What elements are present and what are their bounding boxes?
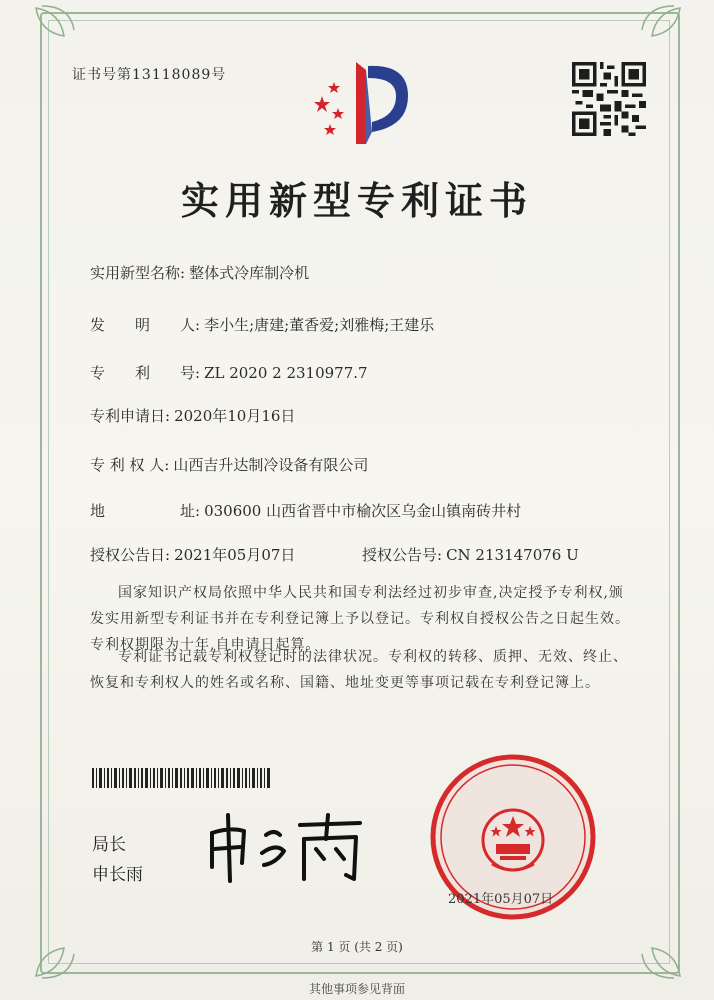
- patent-number-value: ZL 2020 2 2310977.7: [204, 364, 368, 382]
- footer-note: 其他事项参见背面: [308, 982, 405, 996]
- grant-number-value: CN 213147076 U: [446, 546, 579, 564]
- utility-name-label: 实用新型名称:: [90, 264, 186, 282]
- address-value: 030600 山西省晋中市榆次区乌金山镇南砖井村: [204, 502, 522, 520]
- director-title: 局长: [92, 835, 126, 855]
- barcode-icon: [92, 768, 272, 788]
- grant-date-row: [90, 544, 295, 565]
- application-date-label: 专利申请日:: [90, 407, 171, 425]
- qr-code-icon: [572, 62, 646, 136]
- grant-date-label: 授权公告日:: [90, 546, 171, 564]
- grant-date-value: 2021年05月07日: [174, 546, 296, 564]
- cnipa-logo-icon: [308, 52, 418, 148]
- inventor-value: 李小生;唐建;董香爱;刘雅梅;王建乐: [204, 316, 435, 334]
- director-name: 申长雨: [92, 865, 143, 885]
- patentee-label: 专 利 权 人:: [90, 456, 170, 474]
- legal-status-paragraph: 专利证书记载专利权登记时的法律状况。专利权的转移、质押、无效、终止、恢复和专利权人的姓名或名称、国籍、地址变更等事项记载在专利登记簿上。: [90, 649, 628, 691]
- handwritten-signature-icon: [200, 805, 370, 885]
- patentee-row: [90, 454, 368, 475]
- application-date-row: [90, 405, 295, 426]
- patent-number-label: 专 利 号:: [90, 364, 201, 382]
- utility-name-value: 整体式冷库制冷机: [189, 264, 310, 282]
- page-number: 第 1 页 (共 2 页): [311, 940, 403, 954]
- grant-number-row: [362, 544, 579, 565]
- patentee-value: 山西吉升达制冷设备有限公司: [173, 456, 369, 474]
- seal-date: 2021年05月07日: [448, 892, 554, 907]
- grant-number-label: 授权公告号:: [362, 546, 443, 564]
- certificate-title: 实用新型专利证书: [180, 178, 533, 223]
- patent-number-row: [90, 362, 368, 383]
- grant-statement-paragraph: 国家知识产权局依照中华人民共和国专利法经过初步审查,决定授予专利权,颁发实用新型专利证书并在专利登记簿上予以登记。专利权自授权公告之日起生效。专利权期限为十年,自申请日起算。: [90, 585, 630, 653]
- inventor-row: [90, 314, 434, 335]
- address-row: [90, 500, 521, 521]
- utility-name-row: [90, 262, 309, 283]
- certificate-number: 证书号第13118089号: [72, 67, 227, 83]
- address-label: 地 址:: [90, 502, 201, 520]
- inventor-label: 发 明 人:: [90, 316, 201, 334]
- application-date-value: 2020年10月16日: [174, 407, 296, 425]
